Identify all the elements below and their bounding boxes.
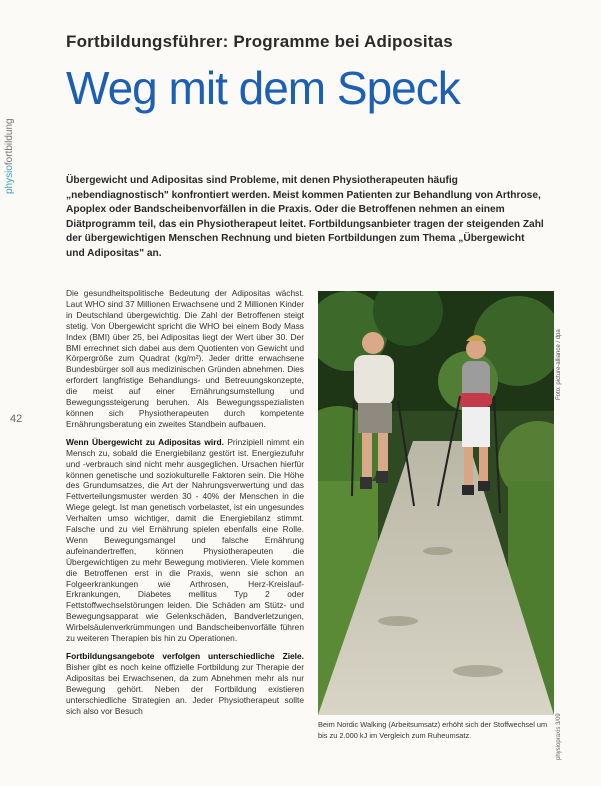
body-paragraph — [66, 651, 304, 716]
section-label — [0, 84, 26, 194]
paragraph-lead-in: Fortbildungsangebote verfolgen unterschiedliche Ziele. — [66, 651, 304, 661]
body-paragraph — [66, 288, 304, 430]
issue-label: physiopraxis 3/09 — [556, 713, 562, 760]
paragraph-lead-in: Wenn Übergewicht zu Adipositas wird. — [66, 436, 224, 447]
paragraph-text: Bisher gibt es noch keine offizielle Fortbildung zur Therapie der Adipositas bei Erwachsenen, da zum Abnehmen mehr als nur Bewegung gehört. Neben der Fortbildung existieren unterschiedliche Strategien an. Jeder Physiotherapeut sollte sich also vor Besuch — [66, 661, 304, 716]
article-title: Weg mit dem Speck — [66, 62, 460, 114]
paragraph-text: Die gesundheitspolitische Bedeutung der Adipositas wächst. Laut WHO sind 37 Millionen Erwachsene und 2 Millionen Kinder in Deutschland übergewichtig. Die Zahl der Betroffenen steigt stetig. Von Übergewicht spricht die WHO bei einem Body Mass Index (BMI) über 25, bei Adipositas liegt der Wert über 30. Der BMI errechnet sich dabei aus dem Quotienten von Gewicht und Körpergröße zum Quadrat (kg/m²). Jeder dritte erwachsene Bundesbürger soll aus medizinischen Gründen abnehmen. Dies erfordert langfristige Behandlungs- und Betreuungskonzepte, die meist auf einer Ernährungsumstellung und Bewegungssteigerung beruhen. Als Bewegungsspezialisten können sich Physiotherapeuten durch kompetente Ernährungsberatung ein zweites Standbein aufbauen. — [66, 288, 304, 429]
paragraph-text: Prinzipiell nimmt ein Mensch zu, sobald die Energiebilanz gestört ist. Energiezufuhr und -verbrauch sind nicht mehr ausgeglichen. Ursachen hierfür können genetische und soziokulturelle Faktoren sein. Die Höhe des Grundumsatzes, die Art der Nahrungsverwertung und das Fettverteilungsmuster werden 30 - 40% der Menschen in die Wiege gelegt. Ist man genetisch vorbelastet, ist ein ungesundes Verhalten umso wichtiger, damit die Energiebilanz stimmt. Falsche und zu viel Ernährung spielen ebenfalls eine Rolle. Wenn Bewegungsmangel und falsche Ernährung aufeinandertreffen, können Physiotherapeuten die Übergewichtigen zu mehr Bewegung motivieren. Viele kommen die Betroffenen erst in die Praxis, wenn sie schon an Folgeerkrankungen wie Arthrosen, Herz-Kreislauf-Erkrankungen, Diabetes mellitus Typ 2 oder Fettstoffwechselstörungen leiden. Die Schäden am Stütz- und Bewegungsapparat wie Gelenkschäden, Bandverletzungen, Wirbelsäulenverkrümmungen und Bandscheibenvorfälle führen zu weiteren Therapien bis hin zu Operationen. — [66, 436, 304, 644]
page-number: 42 — [10, 413, 23, 425]
lead-paragraph: Übergewicht und Adipositas sind Probleme, mit denen Physiotherapeuten häufig „nebendiagnostisch" konfrontiert werden. Meist kommen Patienten zur Behandlung von Arthrose, Apoplex oder Bandscheibenvorfällen in die Praxis. Oder die Betroffenen nehmen an einem Diätprogramm teil, das ein Physiotherapeut leitet. Fortbildungsanbieter tragen der steigenden Zahl der übergewichtigen Menschen Rechnung und bieten Fortbildungen zum Thema „Übergewicht und Adipositas" an. — [66, 175, 544, 259]
photo-credit: Foto: picture-alliance / dpa — [556, 329, 562, 400]
article-kicker: Fortbildungsführer: Programme bei Adipositas — [66, 32, 453, 51]
body-paragraph — [66, 437, 304, 644]
section-prefix: physio — [4, 165, 15, 194]
photo-caption: Beim Nordic Walking (Arbeitsumsatz) erhöht sich der Stoffwechsel um bis zu 2.000 kJ im Vergleich zum Ruheumsatz. — [318, 720, 548, 740]
body-text — [66, 288, 304, 723]
section-suffix: fortbildung — [4, 118, 15, 166]
nordic-walking-photo — [318, 291, 554, 715]
